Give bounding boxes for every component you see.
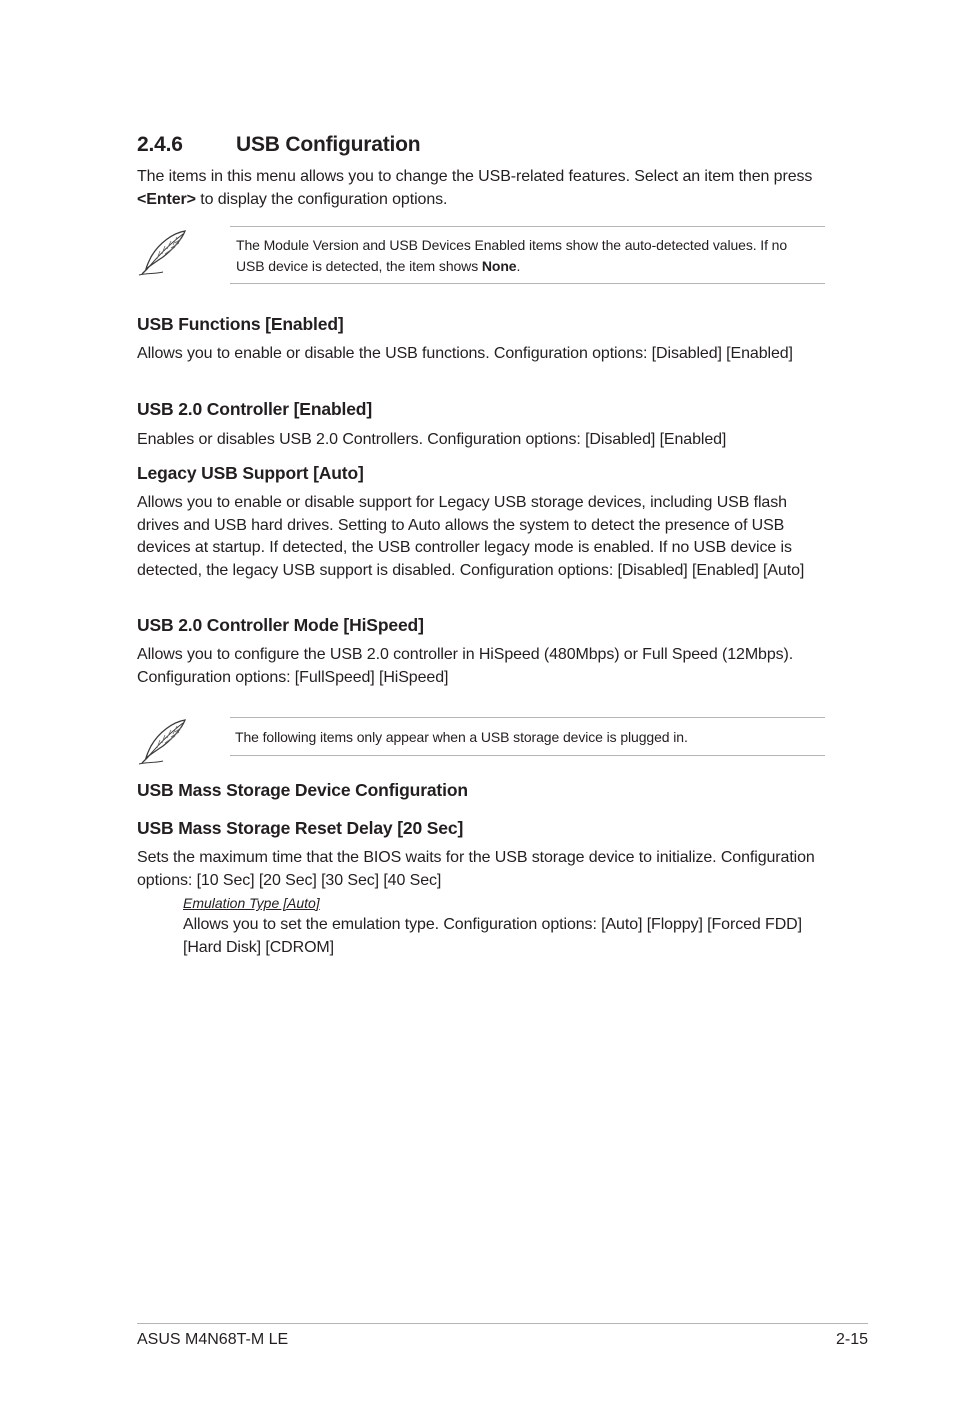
note-rule-top bbox=[230, 226, 825, 227]
usb2-controller-text: Enables or disables USB 2.0 Controllers. Configuration options: [Disabled] [Enabled] bbox=[137, 431, 727, 448]
note-box-2 bbox=[137, 717, 825, 756]
note-text-1 bbox=[236, 235, 819, 277]
intro-text-1: The items in this menu allows you to change the USB-related features. Select an item then press bbox=[137, 168, 813, 185]
note-rule-bottom bbox=[230, 283, 825, 284]
usb2-mode-text: Allows you to configure the USB 2.0 controller in HiSpeed (480Mbps) or Full Speed (12Mbps). Configuration options: [FullSpeed] [HiSpeed] bbox=[137, 646, 794, 686]
note1-bold: None bbox=[481, 258, 517, 274]
intro-text-2: to display the configuration options. bbox=[195, 190, 448, 208]
usb2-mode-heading: USB 2.0 Controller Mode [HiSpeed] bbox=[137, 615, 424, 635]
usb-functions-text: Allows you to enable or disable the USB functions. Configuration options: [Disabled] [Enabled] bbox=[137, 345, 793, 362]
intro-enter-key: <Enter> bbox=[137, 190, 196, 208]
note-rule-top bbox=[230, 717, 825, 718]
quill-note-icon bbox=[137, 229, 189, 277]
usb-functions-heading: USB Functions [Enabled] bbox=[137, 314, 344, 334]
legacy-usb-text: Allows you to enable or disable support for Legacy USB storage devices, including USB flash drives and USB hard drives. Setting to Auto allows the system to detect the presence of USB devices at startup. If detected, the USB controller legacy mode is enabled. If no USB device is detected, the legacy USB support is disabled. Configuration options: [Disabled] [Enabled] [Auto] bbox=[137, 494, 805, 579]
section-title bbox=[137, 133, 420, 157]
footer-rule bbox=[137, 1323, 868, 1324]
legacy-usb-heading: Legacy USB Support [Auto] bbox=[137, 463, 364, 483]
usb2-controller-heading: USB 2.0 Controller [Enabled] bbox=[137, 399, 372, 419]
note-text-2: The following items only appear when a USB storage device is plugged in. bbox=[235, 729, 688, 745]
mass-storage-heading: USB Mass Storage Device Configuration bbox=[137, 780, 468, 800]
emulation-type-text: Allows you to set the emulation type. Configuration options: [Auto] [Floppy] [Forced FDD] [Hard Disk] [CDROM] bbox=[183, 916, 802, 956]
footer-page-number: 2-15 bbox=[835, 1331, 868, 1348]
section-title-text: USB Configuration bbox=[236, 133, 421, 156]
quill-note-icon bbox=[137, 718, 189, 766]
intro-paragraph bbox=[137, 166, 827, 211]
note-box-1 bbox=[137, 226, 825, 284]
note1-text-1: The Module Version and USB Devices Enabled items show the auto-detected values. If no USB device is detected, the item shows bbox=[236, 237, 788, 274]
note-rule-bottom bbox=[230, 755, 825, 756]
note1-text-2: . bbox=[516, 258, 521, 274]
reset-delay-heading: USB Mass Storage Reset Delay [20 Sec] bbox=[137, 818, 464, 838]
section-number: 2.4.6 bbox=[137, 133, 183, 156]
reset-delay-text: Sets the maximum time that the BIOS waits for the USB storage device to initialize. Configuration options: [10 Sec] [20 Sec] [30 Sec] [40 Sec] bbox=[137, 849, 815, 889]
emulation-type-heading: Emulation Type [Auto] bbox=[183, 895, 320, 911]
footer-product-name: ASUS M4N68T-M LE bbox=[137, 1331, 289, 1348]
